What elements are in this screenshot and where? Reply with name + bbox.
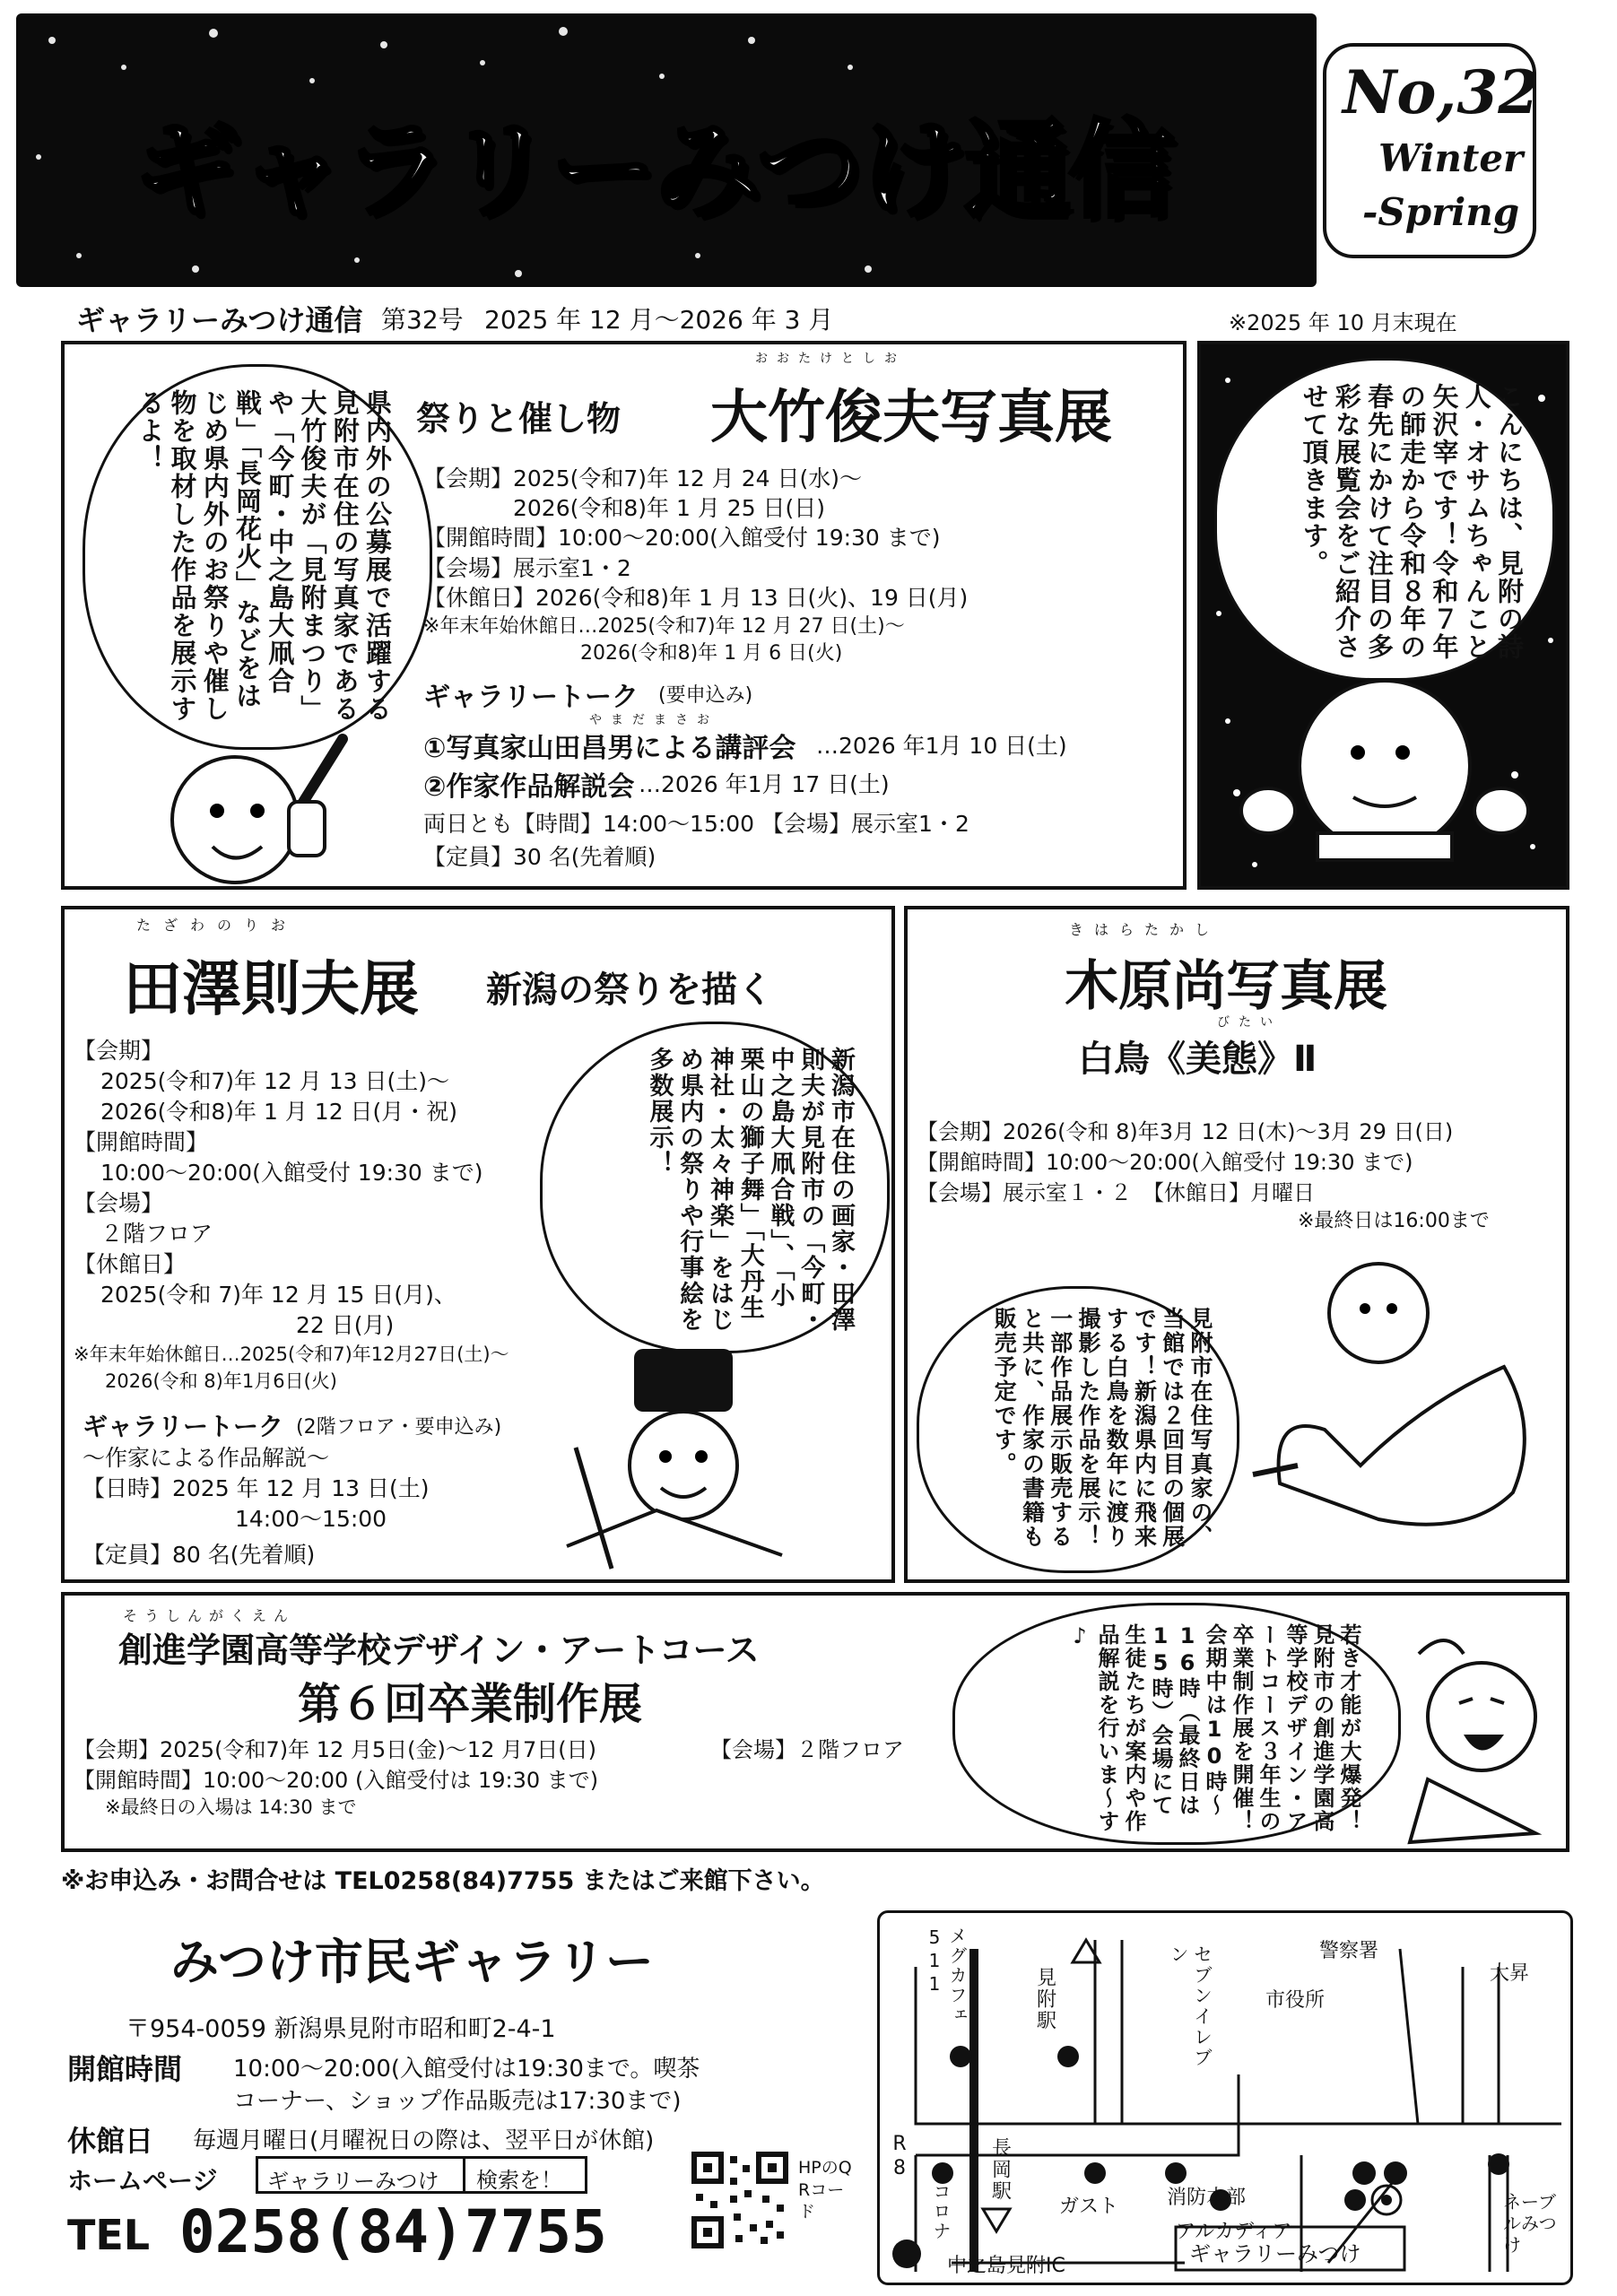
otake-closed: 【休館日】2026(令和8)年 1 月 13 日(火)、19 日(月): [423, 585, 969, 611]
tazawa-closed-1: 2025(令和 7)年 12 月 15 日(月)、: [100, 1282, 456, 1308]
sojin-title-2: 第６回卒業制作展: [298, 1679, 643, 1729]
tazawa-hours: 10:00～20:00(入館受付 19:30 まで): [100, 1160, 483, 1186]
osamu-character-pointing: [127, 721, 378, 891]
tazawa-speech-bubble: [540, 1022, 890, 1353]
tazawa-talk-note: (2階フロア・要申込み): [296, 1416, 502, 1439]
otake-capacity: 【定員】30 名(先着順): [423, 844, 656, 870]
map-nagaoka-station: 長岡駅: [988, 2137, 1012, 2202]
kihara-title: 木原尚写真展: [1065, 955, 1387, 1018]
otake-talk-note: (要申込み): [658, 684, 753, 707]
otake-title: 大竹俊夫写真展: [710, 385, 1112, 451]
map-police: 警察署: [1319, 1940, 1379, 1962]
kihara-exhibition-box: [904, 906, 1569, 1583]
sojin-speech-bubble: [952, 1603, 1401, 1845]
otake-talk1-furigana: やまだまさお: [589, 713, 718, 727]
kihara-hours: 【開館時間】10:00～20:00(入館受付 19:30 まで): [917, 1150, 1413, 1175]
tazawa-furigana: たざわのりお: [136, 917, 299, 934]
subheader-issue: 第32号: [381, 305, 464, 335]
kihara-speech-bubble: [917, 1286, 1239, 1573]
sojin-title-1: 創進学園高等学校デザイン・アートコース: [118, 1631, 760, 1670]
map-ic: 中之島見附IC: [947, 2255, 1065, 2277]
greeting-text: こんにちは、見附の詩人・オサムちゃんこと矢沢宰です！令和７年の師走から令和８年の春先にかけて注目の多彩な展覧会をご紹介させて頂きます。: [1299, 383, 1525, 661]
issue-badge: [1323, 43, 1540, 258]
greeting-speech-bubble: [1214, 358, 1555, 681]
sojin-last-entry: ※最終日の入場は 14:30 まで: [105, 1796, 357, 1818]
kihara-bubble-text: 見附市在住写真家の、当館では２回目の個展です！新潟県内に飛来する白鳥を数年に渡り撮影した作品を展示！一部作品展示販売すると共に、作家の書籍も販売予定です。: [991, 1307, 1213, 1549]
map-mega-cafe: メグカフェ511: [924, 1926, 968, 2025]
season-winter: Winter: [1378, 136, 1524, 180]
tazawa-closed-2: 22 日(月): [296, 1312, 395, 1338]
otake-category: 祭りと催し物: [416, 399, 622, 439]
map-fire-dept: 消防本部: [1167, 2187, 1247, 2209]
osamu-laughing-illustration: [1392, 1600, 1571, 1851]
footer-search-button-label: 検索を！: [476, 2168, 562, 2193]
subheader-name: ギャラリーみつけ通信: [76, 303, 363, 337]
tazawa-talk-date: 【日時】2025 年 12 月 13 日(土): [83, 1475, 430, 1501]
season-spring: -Spring: [1362, 190, 1520, 234]
kihara-last-day: ※最終日は16:00まで: [1298, 1210, 1490, 1232]
sojin-venue: 【会場】２階フロア: [710, 1737, 904, 1762]
kihara-venue: 【会場】展示室１・２ 【休館日】月曜日: [917, 1180, 1315, 1205]
otake-talk2-date: …2026 年1月 17 日(土): [639, 771, 890, 797]
footer-search-button[interactable]: [463, 2159, 587, 2191]
sojin-bubble-text: 若き才能が大爆発！見附市の創進学園高等学校デザイン・アートコース３年生の卒業制作展を開催！会期中は10時～16時（最終日は15時）会場にて生徒たちが案内や作品解説を行いま～す♪: [1067, 1623, 1361, 1833]
tazawa-venue: ２階フロア: [100, 1221, 213, 1247]
tazawa-venue-label: 【会場】: [74, 1190, 164, 1216]
map-mitsuke-station: 見附駅: [1033, 1967, 1056, 2031]
access-map: [877, 1910, 1573, 2285]
otake-hours: 【開館時間】10:00～20:00(入館受付 19:30 まで): [423, 525, 941, 551]
map-r8: R8: [888, 2133, 911, 2181]
subheader-as-of: ※2025 年 10 月末現在: [1229, 310, 1457, 335]
tazawa-closed-label: 【休館日】: [74, 1251, 187, 1277]
map-taisho: 大昇: [1490, 1962, 1530, 1985]
otake-both-days: 両日とも【時間】14:00～15:00 【会場】展示室1・2: [423, 811, 969, 837]
otake-venue: 【会場】展示室1・2: [423, 555, 631, 581]
otake-newyear-2: 2026(令和8)年 1 月 6 日(火): [580, 642, 843, 665]
footer-search-term: ギャラリーみつけ: [267, 2169, 439, 2194]
issue-number: No,32: [1343, 57, 1540, 127]
otake-speech-bubble: [83, 364, 432, 750]
tazawa-bubble-text: 新潟市在住の画家・田澤則夫が見附市の「今町・中之島大凧合戦」、「小栗山の獅子舞」「大丹生神社・太々神楽」をはじめ県内の祭りや行事絵を多数展示！: [645, 1047, 855, 1333]
tazawa-period-2: 2026(令和8)年 1 月 12 日(月・祝): [100, 1099, 458, 1125]
osamu-riding-swan-illustration: [1244, 1250, 1567, 1573]
shishimai-dancer-illustration: [549, 1340, 818, 1573]
otake-furigana: おおたけとしお: [755, 352, 906, 366]
sojin-period: 【会期】2025(令和7)年 12 月5日(金)～12 月7日(日): [74, 1737, 597, 1762]
greeting-box: [1197, 341, 1569, 890]
map-corona: コロナ: [930, 2182, 952, 2241]
tazawa-exhibition-box: [61, 906, 895, 1583]
footer-hours-1: 10:00～20:00(入館受付は19:30まで。喫茶: [233, 2056, 700, 2083]
map-arcadia: アルカディア: [1176, 2221, 1292, 2243]
tazawa-newyear-1: ※年末年始休館日…2025(令和7)年12月27日(土)～: [74, 1344, 509, 1365]
qr-caption: HPのQRコード: [798, 2158, 852, 2222]
map-neighbor: ネーブルみつけ: [1503, 2191, 1557, 2256]
otake-bubble-text: 県内外の公募展で活躍する見附市在住の写真家である大竹俊夫が「見附まつり」や「今町・中之島大凧合戦」「長岡花火」などをはじめ県内外のお祭りや催し物を取材した作品を展示するよ！: [135, 389, 393, 723]
sojin-furigana: そうしんがくえん: [123, 1607, 296, 1624]
otake-talk2: ②作家作品解説会: [423, 771, 635, 803]
footer-gallery-name: みつけ市民ギャラリー: [170, 1934, 654, 1990]
footer-tel: 0258(84)7755: [179, 2197, 607, 2266]
footer-hours-2: コーナー、ショップ作品販売は17:30まで): [233, 2088, 682, 2115]
footer-tel-label: TEL: [67, 2211, 151, 2259]
kihara-furigana: きはらたかし: [1069, 921, 1221, 938]
map-city-hall: 市役所: [1265, 1989, 1326, 2012]
map-seven-eleven: セブンイレブン: [1168, 1944, 1213, 2068]
subheader-period: 2025 年 12 月～2026 年 3 月: [484, 305, 834, 335]
tazawa-subtitle: 新潟の祭りを描く: [486, 970, 773, 1011]
tazawa-capacity: 【定員】80 名(先着順): [83, 1542, 316, 1568]
otake-exhibition-box: [61, 341, 1187, 890]
footer-hp-label: ホームページ: [67, 2166, 218, 2196]
kihara-subtitle: 白鳥《美態》Ⅱ: [1078, 1039, 1317, 1080]
map-gallery-label: ギャラリーみつけ: [1189, 2241, 1361, 2266]
tazawa-title: 田澤則夫展: [123, 954, 419, 1023]
otake-talk1-date: …2026 年1月 10 日(土): [816, 733, 1067, 759]
otake-talk-heading: ギャラリートーク: [423, 682, 639, 713]
footer-search-box[interactable]: [256, 2156, 587, 2194]
tazawa-newyear-2: 2026(令和 8)年1月6日(火): [105, 1370, 337, 1392]
sojin-exhibition-box: [61, 1592, 1569, 1852]
tazawa-period-label: 【会期】: [74, 1038, 164, 1064]
footer-closed-label: 休館日: [67, 2124, 154, 2158]
otake-period-2: 2026(令和8)年 1 月 25 日(日): [513, 495, 826, 521]
footer-hours-label: 開館時間: [67, 2052, 183, 2086]
tazawa-talk-time: 14:00～15:00: [235, 1506, 387, 1532]
contact-note: ※お申込み・お問合せは TEL0258(84)7755 またはご来館下さい。: [61, 1867, 825, 1895]
footer-closed: 毎週月曜日(月曜祝日の際は、翌平日が休館): [193, 2127, 655, 2154]
tazawa-period-1: 2025(令和7)年 12 月 13 日(土)～: [100, 1068, 449, 1094]
kihara-subtitle-furigana: びたい: [1217, 1015, 1282, 1030]
sojin-hours: 【開館時間】10:00～20:00 (入館受付は 19:30 まで): [74, 1768, 599, 1793]
map-gusto: ガスト: [1059, 2196, 1119, 2218]
kihara-period: 【会期】2026(令和 8)年3月 12 日(木)～3月 29 日(日): [917, 1119, 1454, 1144]
tazawa-hours-label: 【開館時間】: [74, 1129, 209, 1155]
tazawa-talk-sub: ～作家による作品解説～: [83, 1445, 330, 1471]
hp-qr-code[interactable]: [691, 2151, 789, 2249]
tazawa-talk-heading: ギャラリートーク: [83, 1412, 284, 1441]
otake-newyear-1: ※年末年始休館日…2025(令和7)年 12 月 27 日(土)～: [423, 615, 905, 638]
otake-period-1: 【会期】2025(令和7)年 12 月 24 日(水)～: [423, 465, 862, 491]
banner-title: ギャラリーみつけ通信: [135, 109, 1173, 232]
footer-address: 〒954-0059 新潟県見附市昭和町2-4-1: [126, 2015, 556, 2043]
otake-talk1: ①写真家山田昌男による講評会: [423, 733, 796, 764]
